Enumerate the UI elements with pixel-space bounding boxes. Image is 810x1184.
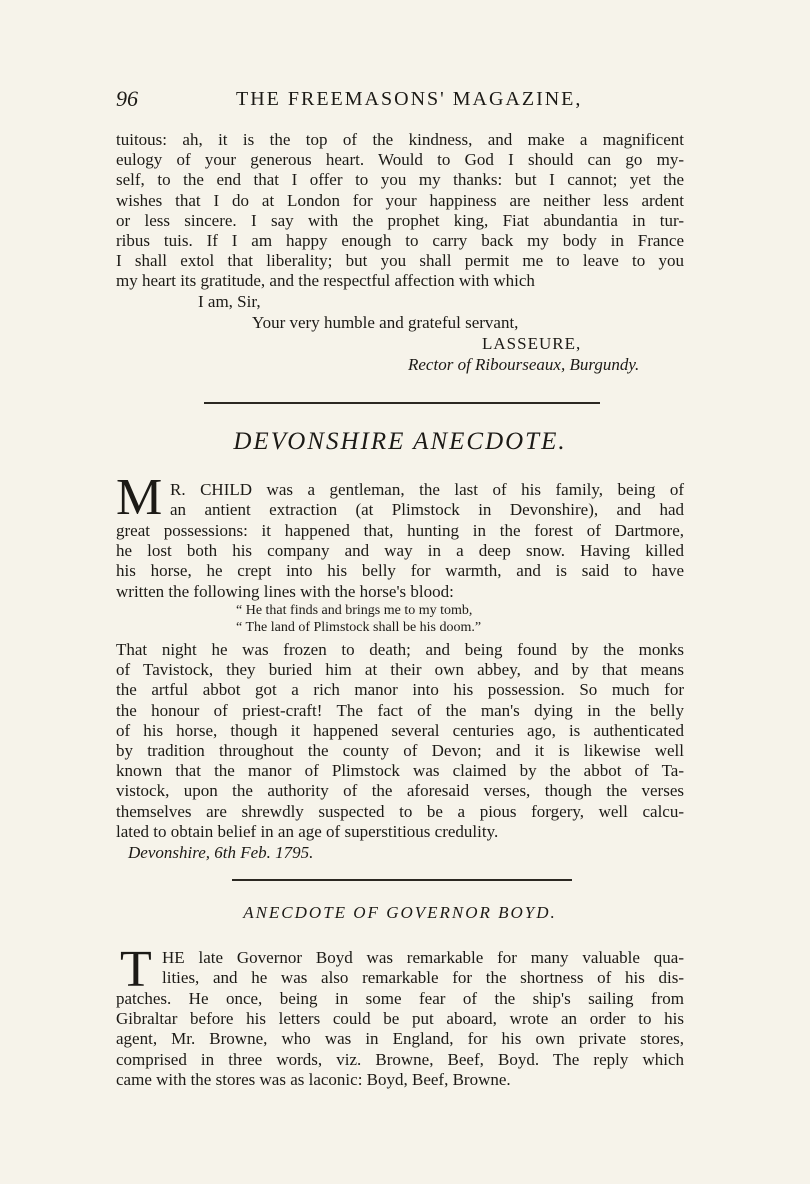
text-line: tuitous: ah, it is the top of the kindness, and make a magnificent	[116, 130, 684, 149]
letter-valediction: Your very humble and grateful servant,	[252, 313, 519, 332]
text-line: That night he was frozen to death; and being found by the monks	[116, 640, 684, 659]
text-line: known that the manor of Plimstock was claimed by the abbot of Ta-	[116, 761, 684, 781]
text-line: agent, Mr. Browne, who was in England, for his own private stores,	[116, 1029, 684, 1049]
article-body	[116, 521, 684, 602]
text-line: written the following lines with the horse's blood:	[116, 581, 454, 601]
verse-line: “ The land of Plimstock shall be his doom.”	[236, 620, 482, 635]
section-divider	[204, 402, 600, 404]
text-line: my heart its gratitude, and the respectful affection with which	[116, 271, 535, 291]
article-title: ANECDOTE OF GOVERNOR BOYD.	[243, 903, 557, 922]
text-line: he lost both his company and way in a deep snow. Having killed	[116, 541, 684, 561]
text-line: comprised in three words, viz. Browne, Beef, Boyd. The reply which	[116, 1049, 684, 1069]
article-intro	[162, 948, 684, 988]
text-line: I shall extol that liberality; but you shall permit me to leave to you	[116, 251, 684, 271]
page-header	[116, 86, 692, 116]
text-line: Gibraltar before his letters could be put aboard, wrote an order to his	[116, 1009, 684, 1029]
text-line: by tradition throughout the county of Devon; and it is likewise well	[116, 741, 684, 761]
letter-author-title: Rector of Ribourseaux, Burgundy.	[408, 355, 640, 374]
letter-body	[116, 130, 684, 292]
text-line: came with the stores was as laconic: Boyd, Beef, Browne.	[116, 1069, 511, 1089]
text-line: great possessions: it happened that, hunting in the forest of Dartmore,	[116, 521, 684, 540]
text-line: the artful abbot got a rich manor into his possession. So much for	[116, 680, 684, 700]
text-line: vistock, upon the authority of the aforesaid verses, though the verses	[116, 781, 684, 801]
text-line: lated to obtain belief in an age of superstitious credulity.	[116, 821, 499, 841]
running-title: THE FREEMASONS' MAGAZINE,	[236, 88, 583, 110]
drop-cap: T	[120, 941, 152, 998]
article-intro	[170, 480, 684, 520]
text-line: lities, and he was also remarkable for the shortness of his dis-	[162, 968, 684, 988]
text-line: self, to the end that I offer to you my thanks: but I cannot; yet the	[116, 170, 684, 190]
letter-closing: I am, Sir,	[198, 292, 261, 311]
text-line: his horse, he crept into his belly for warmth, and is said to have	[116, 561, 684, 581]
text-line: wishes that I do at London for your happiness are neither less ardent	[116, 190, 684, 210]
verse-line: “ He that finds and brings me to my tomb,	[236, 603, 473, 618]
text-line: or less sincere. I say with the prophet king, Fiat abundantia in tur-	[116, 210, 684, 230]
section-divider	[232, 879, 572, 881]
text-line: HE late Governor Boyd was remarkable for many valuable qua-	[162, 948, 684, 967]
text-line: themselves are shrewdly suspected to be a pious forgery, well calcu-	[116, 801, 684, 821]
article-title: DEVONSHIRE ANECDOTE.	[233, 428, 567, 455]
text-line: an antient extraction (at Plimstock in Devonshire), and had	[170, 500, 684, 520]
dateline: Devonshire, 6th Feb. 1795.	[128, 843, 314, 862]
text-line: R. CHILD was a gentleman, the last of his family, being of	[170, 480, 684, 499]
text-line: the honour of priest-craft! The fact of the man's dying in the belly	[116, 700, 684, 720]
article-body	[116, 989, 684, 1090]
text-line: of his horse, though it happened several centuries ago, is authenticated	[116, 720, 684, 740]
text-line: patches. He once, being in some fear of the ship's sailing from	[116, 989, 684, 1008]
text-line: eulogy of your generous heart. Would to God I should can go my-	[116, 150, 684, 170]
article-body-continued	[116, 640, 684, 842]
letter-signature: LASSEURE,	[482, 334, 582, 353]
page-number: 96	[116, 86, 138, 111]
drop-cap: M	[116, 469, 163, 526]
text-line: ribus tuis. If I am happy enough to carry back my body in France	[116, 231, 684, 251]
text-line: of Tavistock, they buried him at their own abbey, and by that means	[116, 660, 684, 680]
